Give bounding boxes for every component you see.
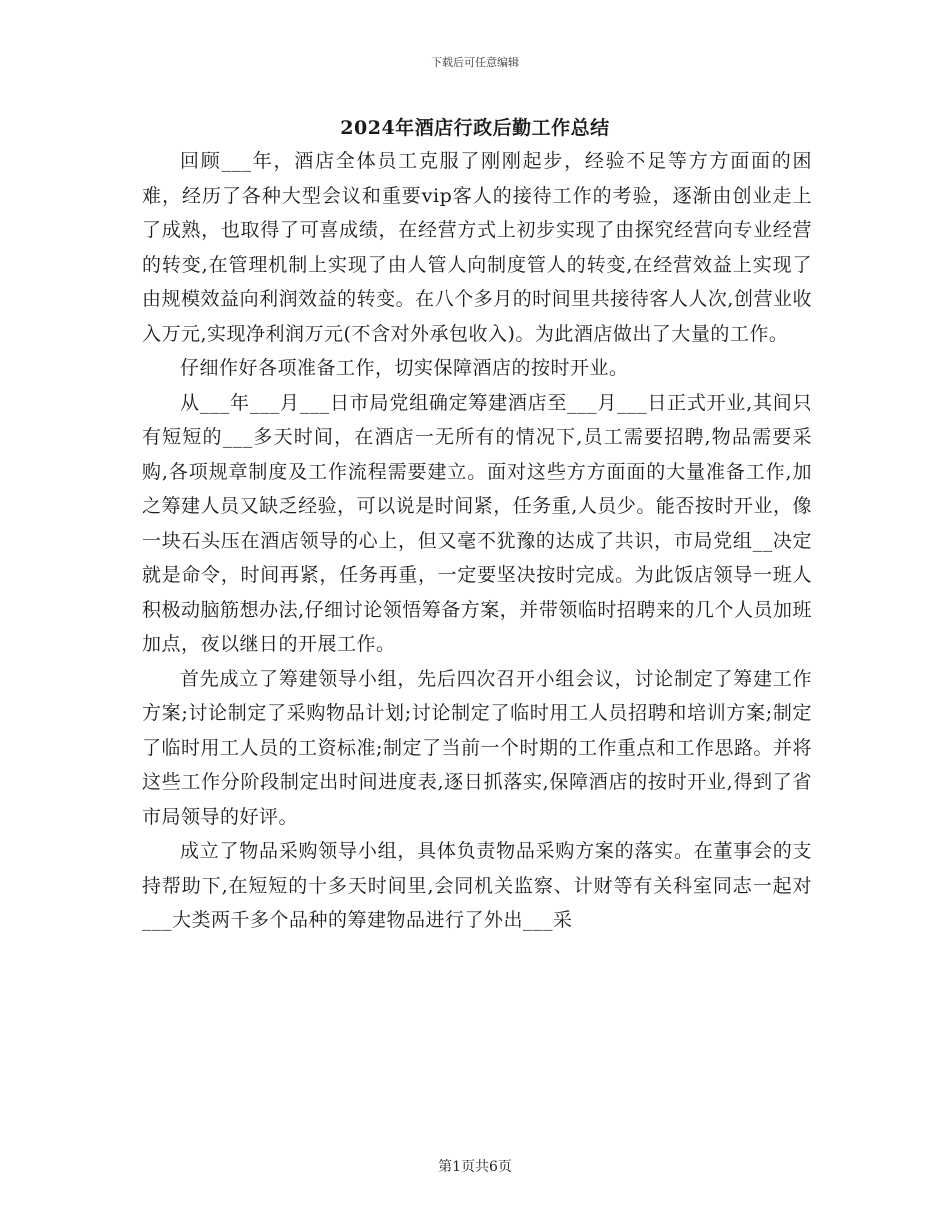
page-header-note: 下载后可任意编辑 <box>431 56 519 69</box>
paragraph: 仔细作好各项准备工作，切实保障酒店的按时开业。 <box>180 357 629 379</box>
document-title: 2024年酒店行政后勤工作总结 <box>340 117 610 139</box>
page-number: 第1页共6页 <box>438 1159 512 1175</box>
paragraph: 首先成立了筹建领导小组，先后四次召开小组会议，讨论制定了筹建工作方案;讨论制定了采购物品计划;讨论制定了临时用工人员招聘和培训方案;制定了临时用工人员的工资标准;制定了当前一个时期的工作重点和工作思路。并将这些工作分阶段制定出时间进度表,逐日抓落实,保障酒店的按时开业,得到了省市局领导的好评。 <box>142 667 812 828</box>
document-body <box>142 144 812 938</box>
paragraph: 回顾___年，酒店全体员工克服了刚刚起步，经验不足等方方面面的困难，经历了各种大型会议和重要vip客人的接待工作的考验，逐渐由创业走上了成熟，也取得了可喜成绩，在经营方式上初步实现了由探究经营向专业经营的转变,在管理机制上实现了由人管人向制度管人的转变,在经营效益上实现了由规模效益向利润效益的转变。在八个多月的时间里共接待客人人次,创营业收入万元,实现净利润万元(不含对外承包收入)。为此酒店做出了大量的工作。 <box>142 150 812 345</box>
paragraph: 成立了物品采购领导小组，具体负责物品采购方案的落实。在董事会的支持帮助下,在短短的十多天时间里,会同机关监察、计财等有关科室同志一起对___大类两千多个品种的筹建物品进行了外出___采 <box>142 840 812 931</box>
paragraph: 从___年___月___日市局党组确定筹建酒店至___月___日正式开业,其间只有短短的___多天时间，在酒店一无所有的情况下,员工需要招聘,物品需要采购,各项规章制度及工作流程需要建立。面对这些方方面面的大量准备工作,加之筹建人员又缺乏经验，可以说是时间紧，任务重,人员少。能否按时开业，像一块石头压在酒店领导的心上，但又毫不犹豫的达成了共识，市局党组__决定就是命令，时间再紧，任务再重，一定要坚决按时完成。为此饭店领导一班人积极动脑筋想办法,仔细讨论领悟筹备方案，并带领临时招聘来的几个人员加班加点，夜以继日的开展工作。 <box>142 391 812 655</box>
